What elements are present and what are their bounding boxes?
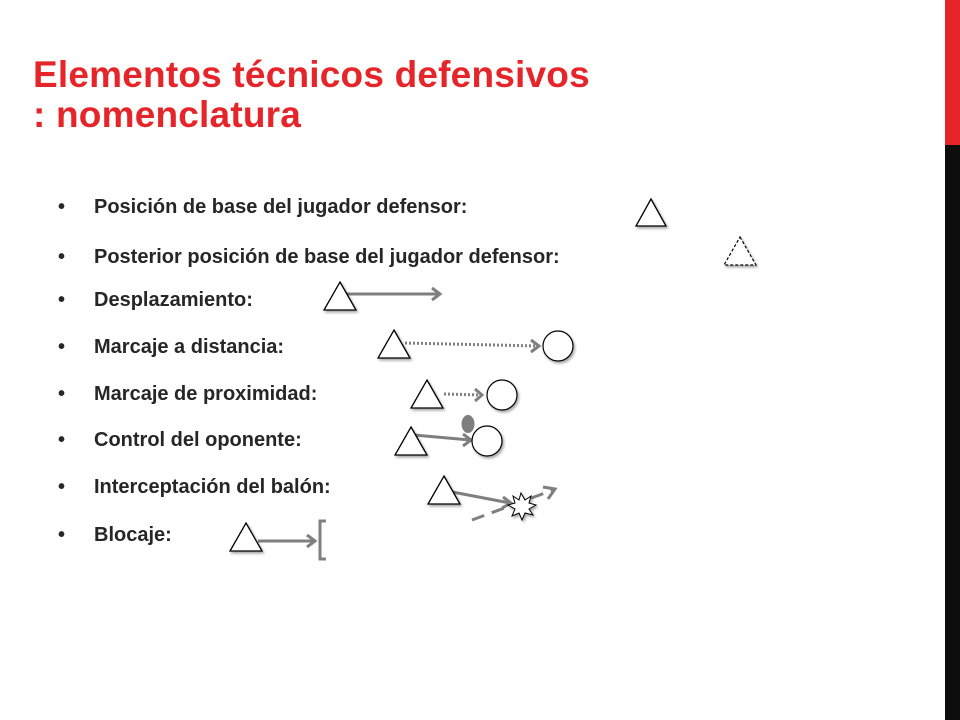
list-item-label: Marcaje a distancia: [94,336,285,358]
dotted-arrow-icon [405,343,538,346]
list-item-label: Desplazamiento: [94,289,253,311]
bullet-dot: • [58,476,66,498]
defender-triangle-icon [636,199,666,226]
distance-marking-symbol [378,330,573,361]
title-line-1: Elementos técnicos defensivos [33,54,590,95]
ball-icon [462,415,475,433]
arrowhead-icon [531,340,539,352]
defender-triangle-icon [230,523,262,551]
bullet-dot: • [58,524,66,546]
short-dotted-arrow-icon [444,394,481,395]
list-item-label: Marcaje de proximidad: [94,383,318,405]
interception-symbol [428,476,555,520]
displacement-symbol [324,282,440,310]
defender-triangle-icon [411,380,443,408]
list-item-label: Blocaje: [94,524,172,546]
opponent-circle-icon [487,380,517,410]
block-bracket-icon [320,521,326,559]
list-item-label: Posterior posición de base del jugador defensor: [94,246,560,268]
control-arrow-icon [414,435,470,440]
list-item-label: Interceptación del balón: [94,476,331,498]
bullet-dot: • [58,336,66,358]
bullet-dot: • [58,429,66,451]
bullet-dot: • [58,289,66,311]
bullet-dot: • [58,383,66,405]
opponent-control-symbol [395,415,502,456]
bullet-dot: • [58,196,66,218]
defender-triangle-icon [428,476,460,504]
block-symbol [230,521,326,559]
proximity-marking-symbol [411,380,517,410]
title-line-2: : nomenclatura [33,94,302,135]
list-item-label: Control del oponente: [94,429,302,451]
defender-triangle-icon [395,427,427,455]
defender-triangle-icon [324,282,356,310]
opponent-circle-icon [543,331,573,361]
arrowhead-icon [543,487,555,499]
list-item-label: Posición de base del jugador defensor: [94,196,468,218]
dashed-defender-triangle-icon [724,237,756,265]
bullet-dot: • [58,246,66,268]
opponent-circle-icon [472,426,502,456]
